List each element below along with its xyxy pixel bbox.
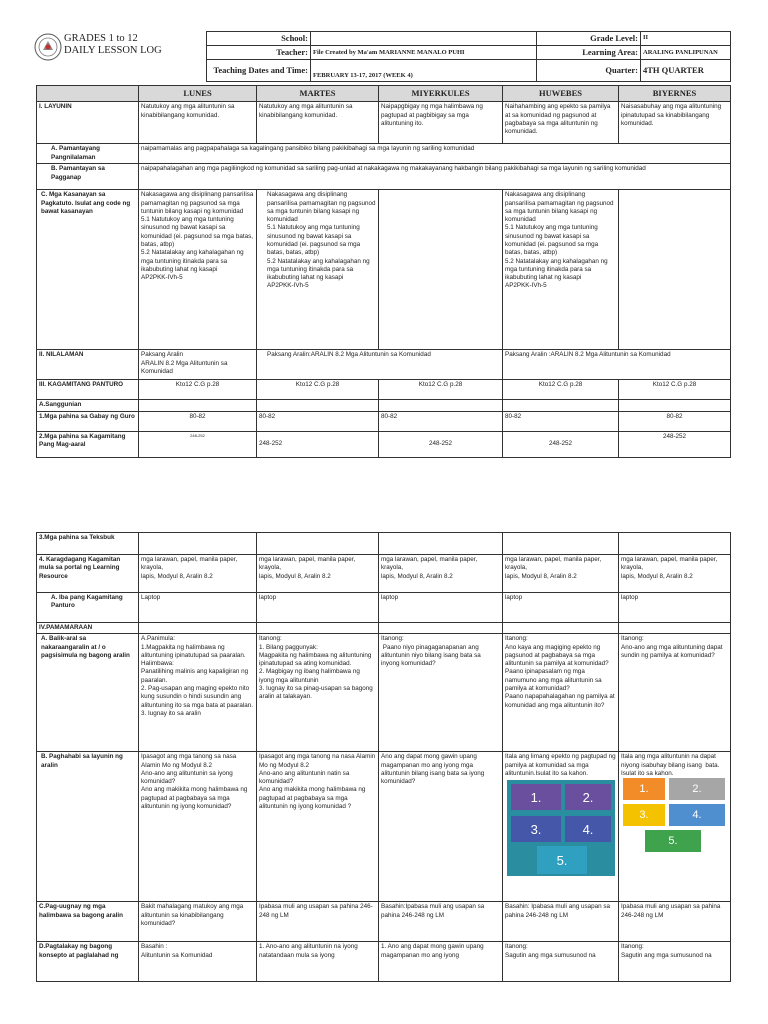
row-label: D.Pagtalakay ng bagong konsepto at paglalahad ng: [37, 942, 139, 982]
cell: Itanong: Ano-ano ang mga alituntuning dapat sundin ng pamilya at komunidad?: [619, 634, 731, 752]
cell: 248-252: [503, 431, 619, 457]
cell: Ipabasa muli ang usapan sa pahina 246-248 ng LM: [257, 902, 379, 942]
cell: 248-252: [379, 431, 503, 457]
cell: Ipabasa muli ang usapan sa pahina 246-248 ng LM: [619, 902, 731, 942]
grade-label: Grade Level:: [537, 32, 641, 46]
cell: 1. Ano-ano ang alituntunin na iyong natatandaan mula sa iyong: [257, 942, 379, 982]
deped-seal-icon: [34, 33, 62, 61]
page-1: [0, 0, 768, 500]
row-kagamitang-pang-mag-aaral: [37, 431, 731, 457]
row-label: III. KAGAMITANG PANTURO: [37, 380, 139, 400]
cell: 80-82: [503, 411, 619, 431]
cell: Natutukoy ang mga alituntunin sa kinabibilangang komunidad.: [139, 102, 257, 144]
teacher-value: File Created by Ma'am MARIANNE MANALO PUHI: [311, 46, 537, 60]
row-kasanayan: [37, 190, 731, 350]
cell: Nakasagawa ang disiplinang pansariIisa pamamagitan ng pagsunod sa mga tuntunin bilang kasapi ng komunidad 5.1 Natutukoy ang mga tuntuning sinusunod ng bawat kasapi sa komunidad (ei. pagsunod sa mga batas, batas, atbp) 5.2 Natatalakay ang kahalagahan ng mga tuntuning itinakda para sa ikabubuting lahat ng kasapi AP2PKK-IVh-5: [503, 190, 619, 350]
school-label: School:: [207, 32, 311, 46]
row-teksbuk: [37, 533, 731, 555]
cell: mga larawan, papel, manila paper, krayola, lapis, Modyul 8, Aralin 8.2: [379, 555, 503, 593]
cell: 80-82: [619, 411, 731, 431]
cell: Naipapgbigay ng mga halimbawa ng pagtupad at pagbibigay sa mga alituntuning ito.: [379, 102, 503, 144]
area-label: Learning Area:: [537, 46, 641, 60]
cell: Itanong: Paano niyo pinagaganapanan ang alituntunin niyo bilang isang bata sa inyong komunidad?: [379, 634, 503, 752]
title-block: [64, 33, 162, 57]
cell: Basahin: Ipabasa muli ang usapan sa pahina 246-248 ng LM: [503, 902, 619, 942]
cell: Nakasagawa ang disiplinang pansariIisa pamamagitan ng pagsunod sa mga tuntunin bilang kasapi ng komunidad 5.1 Natutukoy ang mga tuntuning sinusunod ng bawat kasapi sa komunidad (ei. pagsunod sa mga batas, batas, atbp) 5.2 Natatalakay ang kahalagahan ng mga tuntuning itinakda para sa ikabubuting lahat ng kasapi AP2PKK-IVh-5: [139, 190, 257, 350]
box-2: 2.: [669, 778, 725, 800]
row-label: I. LAYUNIN: [37, 102, 139, 144]
cell: Paksang Aralin :ARALIN 8.2 Mga Alituntunin sa Komunidad: [503, 350, 731, 380]
cell: [379, 190, 503, 350]
cell: A.Panimula: 1.Magpakita ng halimbawa ng alituntuning ipinatutupad sa paaralan. Halimbawa: Panatilihing malinis ang kapaligiran ng paaralan. 2. Pag-usapan ang maging epekto nito kung susundin o hindi susundin ang alituntuning ito sa mga bata at paaralan. 3. Iugnay ito sa aralin: [139, 634, 257, 752]
row-iba-pang-kagamitan: [37, 593, 731, 623]
cell: 248-252: [619, 431, 731, 457]
header-table: [206, 31, 731, 82]
cell: laptop: [619, 593, 731, 623]
cell: Nakasagawa ang disiplinang pansariIisa pamamagitan ng pagsunod sa mga tuntunin bilang kasapi ng komunidad 5.1 Natutukoy ang mga tuntuning sinusunod ng bawat kasapi sa komunidad (ei. pagsunod sa mga batas, batas, atbp) 5.2 Natatalakay ang kahalagahan ng mga tuntuning itinakda para sa ikabubuting lahat ng kasapi AP2PKK-IVh-5: [257, 190, 379, 350]
row-karagdagang-kagamitan: [37, 555, 731, 593]
cell: Itanong: 1. Bilang paggunyak: Magpakita ng halimbawa ng alituntuning ipinatutupad sa ating komunidad. 2. Magbigay ng ibang halimbawa ng iyong mga alituntunin 3. Iugnay ito sa pinag-usapan sa bagong aralin at talakayan.: [257, 634, 379, 752]
row-pamamaraan: [37, 623, 731, 634]
dates-label: Teaching Dates and Time:: [207, 60, 311, 82]
box-3: 3.: [511, 816, 561, 842]
row-label: B. Paghahabi sa layunin ng aralin: [37, 752, 139, 902]
row-layunin: [37, 102, 731, 144]
row-label: 3.Mga pahina sa Teksbuk: [37, 533, 139, 555]
cell: laptop: [503, 593, 619, 623]
teacher-label: Teacher:: [207, 46, 311, 60]
cell: Itanong: Sagutin ang mga sumusunod na: [619, 942, 731, 982]
cell: mga larawan, papel, manila paper, krayola, lapis, Modyul 8, Aralin 8.2: [257, 555, 379, 593]
dates-value: FEBRUARY 13-17, 2017 (WEEK 4): [311, 60, 537, 82]
title-line2: DAILY LESSON LOG: [64, 45, 162, 57]
row-paghahabi: [37, 752, 731, 902]
cell: laptop: [379, 593, 503, 623]
cell: Itala ang limang epekto ng pagtupad ng pamilya at komunidad sa mga alituntunin.Isulat ito sa kahon. 1. 2. 3. 4. 5.: [503, 752, 619, 902]
cell: Itanong: Sagutin ang mga sumusunod na: [503, 942, 619, 982]
cell: Kto12 C.G p.28: [503, 380, 619, 400]
cell: mga larawan, papel, manila paper, krayola, lapis, Modyul 8, Aralin 8.2: [619, 555, 731, 593]
page-2: [0, 532, 768, 1024]
cell: Kto12 C.G p.28: [139, 380, 257, 400]
day-huwebes: HUWEBES: [503, 86, 619, 102]
title-line1: GRADES 1 to 12: [64, 33, 138, 44]
cell: Laptop: [139, 593, 257, 623]
row-sanggunian: [37, 400, 731, 411]
span-cell: naipamamalas ang pagpapahalaga sa kagalingang pansibiko bilang pakikibahagi sa mga layunin ng sariling komunidad: [139, 144, 731, 164]
cell: Basahin:Ipabasa muli ang usapan sa pahina 246-248 ng LM: [379, 902, 503, 942]
cell: 248-252: [257, 431, 379, 457]
row-balik-aral: [37, 634, 731, 752]
row-label: 1.Mga pahina sa Gabay ng Guro: [37, 411, 139, 431]
cell: laptop: [257, 593, 379, 623]
box-1: 1.: [511, 784, 561, 810]
row-gabay-ng-guro: [37, 411, 731, 431]
cell: mga larawan, papel, manila paper, krayola, lapis, Modyul 8, Aralin 8.2: [139, 555, 257, 593]
cell: Kto12 C.G p.28: [257, 380, 379, 400]
cell: Ipasagot ang mga tanong sa nasa Alamin Mo ng Modyul 8.2 Ano-ano ang alituntunin sa iyong komunidad? Ano ang makikita mong halimbawa ng pagtupad at pagbabaya sa mga alituntunin ng iyong komunidad?: [139, 752, 257, 902]
cell: 80-82: [257, 411, 379, 431]
box-2: 2.: [565, 784, 611, 810]
row-label: A.Sanggunian: [37, 400, 139, 411]
row-pag-uugnay: [37, 902, 731, 942]
cell: Itanong: Ano kaya ang magiging epekto ng pagsunod at pagbabaya sa mga alituntunin sa pamilya at komunidad? Paano ipinapasalam ng mga namumuno ang mga alituntunin sa pamilya at komunidad? Paano napapahalagahan ng pamilya at komunidad ang mga alituntunin ito?: [503, 634, 619, 752]
row-pagtalakay: [37, 942, 731, 982]
box-5: 5.: [537, 846, 587, 874]
cell: Bakit mahalagang matukoy ang mga alituntunin sa kinabibilangang komunidad?: [139, 902, 257, 942]
school-value: [311, 32, 537, 46]
row-label: A. Pamantayang Pangnilalaman: [37, 144, 139, 164]
cell: Naisasabuhay ang mga alituntuning ipinatutupad sa kinabibilangang komunidad.: [619, 102, 731, 144]
cell: 1. Ano ang dapat mong gawin upang magampanan mo ang iyong: [379, 942, 503, 982]
row-label: 4. Karagdagang Kagamitan mula sa portal ng Learning Resource: [37, 555, 139, 593]
cell: 80-82: [139, 411, 257, 431]
cell: Kto12 C.G p.28: [619, 380, 731, 400]
cell: Naihahambing ang epekto sa pamilya at sa komunidad ng pagsunod at pagbabaya sa mga alituntunin ng komunidad.: [503, 102, 619, 144]
area-value: ARALING PANLIPUNAN: [641, 46, 731, 60]
cell: Ipasagot ang mga tanong na nasa Alamin Mo ng Modyul 8.2 Ano-ano ang alituntunin natin sa komunidad? Ano ang makikita mong halimbawa ng pagtupad at pagbabaya sa mga alituntunin ng iyong komunidad ?: [257, 752, 379, 902]
day-martes: MARTES: [257, 86, 379, 102]
row-pamantayan-sa-pagganap: [37, 164, 731, 190]
row-label: II. NILALAMAN: [37, 350, 139, 380]
row-kagamitang-panturo: [37, 380, 731, 400]
box-3: 3.: [623, 804, 665, 826]
day-miyerkules: MIYERKULES: [379, 86, 503, 102]
row-nilalaman: [37, 350, 731, 380]
lesson-table-page2: [36, 532, 731, 982]
cell: mga larawan, papel, manila paper, krayola, lapis, Modyul 8, Aralin 8.2: [503, 555, 619, 593]
grade-value: II: [641, 32, 731, 46]
row-label: 2.Mga pahina sa Kagamitang Pang Mag-aaral: [37, 431, 139, 457]
day-header-row: [37, 86, 731, 102]
day-lunes: LUNES: [139, 86, 257, 102]
row-pamantayang-pangnilalaman: [37, 144, 731, 164]
row-label: A. Balik-aral sa nakaraangaralin at / o pagsisimula ng bagong aralin: [37, 634, 139, 752]
cell: Natutukoy ang mga alituntunin sa kinabibilangang komunidad.: [257, 102, 379, 144]
box-4: 4.: [565, 816, 611, 842]
row-label: IV.PAMAMARAAN: [37, 623, 139, 634]
row-label: C.Pag-uugnay ng mga halimbawa sa bagong aralin: [37, 902, 139, 942]
quarter-value: 4TH QUARTER: [641, 60, 731, 82]
corner-cell: [37, 86, 139, 102]
cell: Basahin : Alituntunin sa Komunidad: [139, 942, 257, 982]
box-4: 4.: [669, 804, 725, 826]
box-5: 5.: [645, 830, 701, 852]
row-label: B. Pamantayan sa Pagganap: [37, 164, 139, 190]
cell: 248-252: [139, 431, 257, 457]
cell: Ano ang dapat mong gawin upang magampanan mo ang iyong mga alituntunin bilang isang bata sa iyong komunidad?: [379, 752, 503, 902]
quarter-label: Quarter:: [537, 60, 641, 82]
epekto-boxes: [505, 778, 616, 878]
lesson-table-page1: [36, 85, 731, 458]
cell: Itala ang mga alituntunin na dapat niyong isabuhay bilang isang bata. Isulat ito sa kahon. 1. 2. 3. 4. 5.: [619, 752, 731, 902]
cell: Paksang Aralin:ARALIN 8.2 Mga Alituntunin sa Komunidad: [257, 350, 503, 380]
row-label: C. Mga Kasanayan sa Pagkatuto. Isulat ang code ng bawat kasanayan: [37, 190, 139, 350]
cell: [619, 190, 731, 350]
alituntunin-boxes: [621, 778, 728, 858]
cell: 80-82: [379, 411, 503, 431]
row-label: A. Iba pang Kagamitang Panturo: [37, 593, 139, 623]
box-1: 1.: [623, 778, 665, 800]
day-biyernes: BIYERNES: [619, 86, 731, 102]
span-cell: naipapahalagahan ang mga pagiliingkod ng komunidad sa sariling pag-unlad at nakakagawa ng makakayanang hakbangin bilang pakikibahagi sa mga layunin ng sariling komunidad: [139, 164, 731, 190]
cell: Kto12 C.G p.28: [379, 380, 503, 400]
cell: Paksang Aralin ARALIN 8.2 Mga Alituntunin sa Komunidad: [139, 350, 257, 380]
